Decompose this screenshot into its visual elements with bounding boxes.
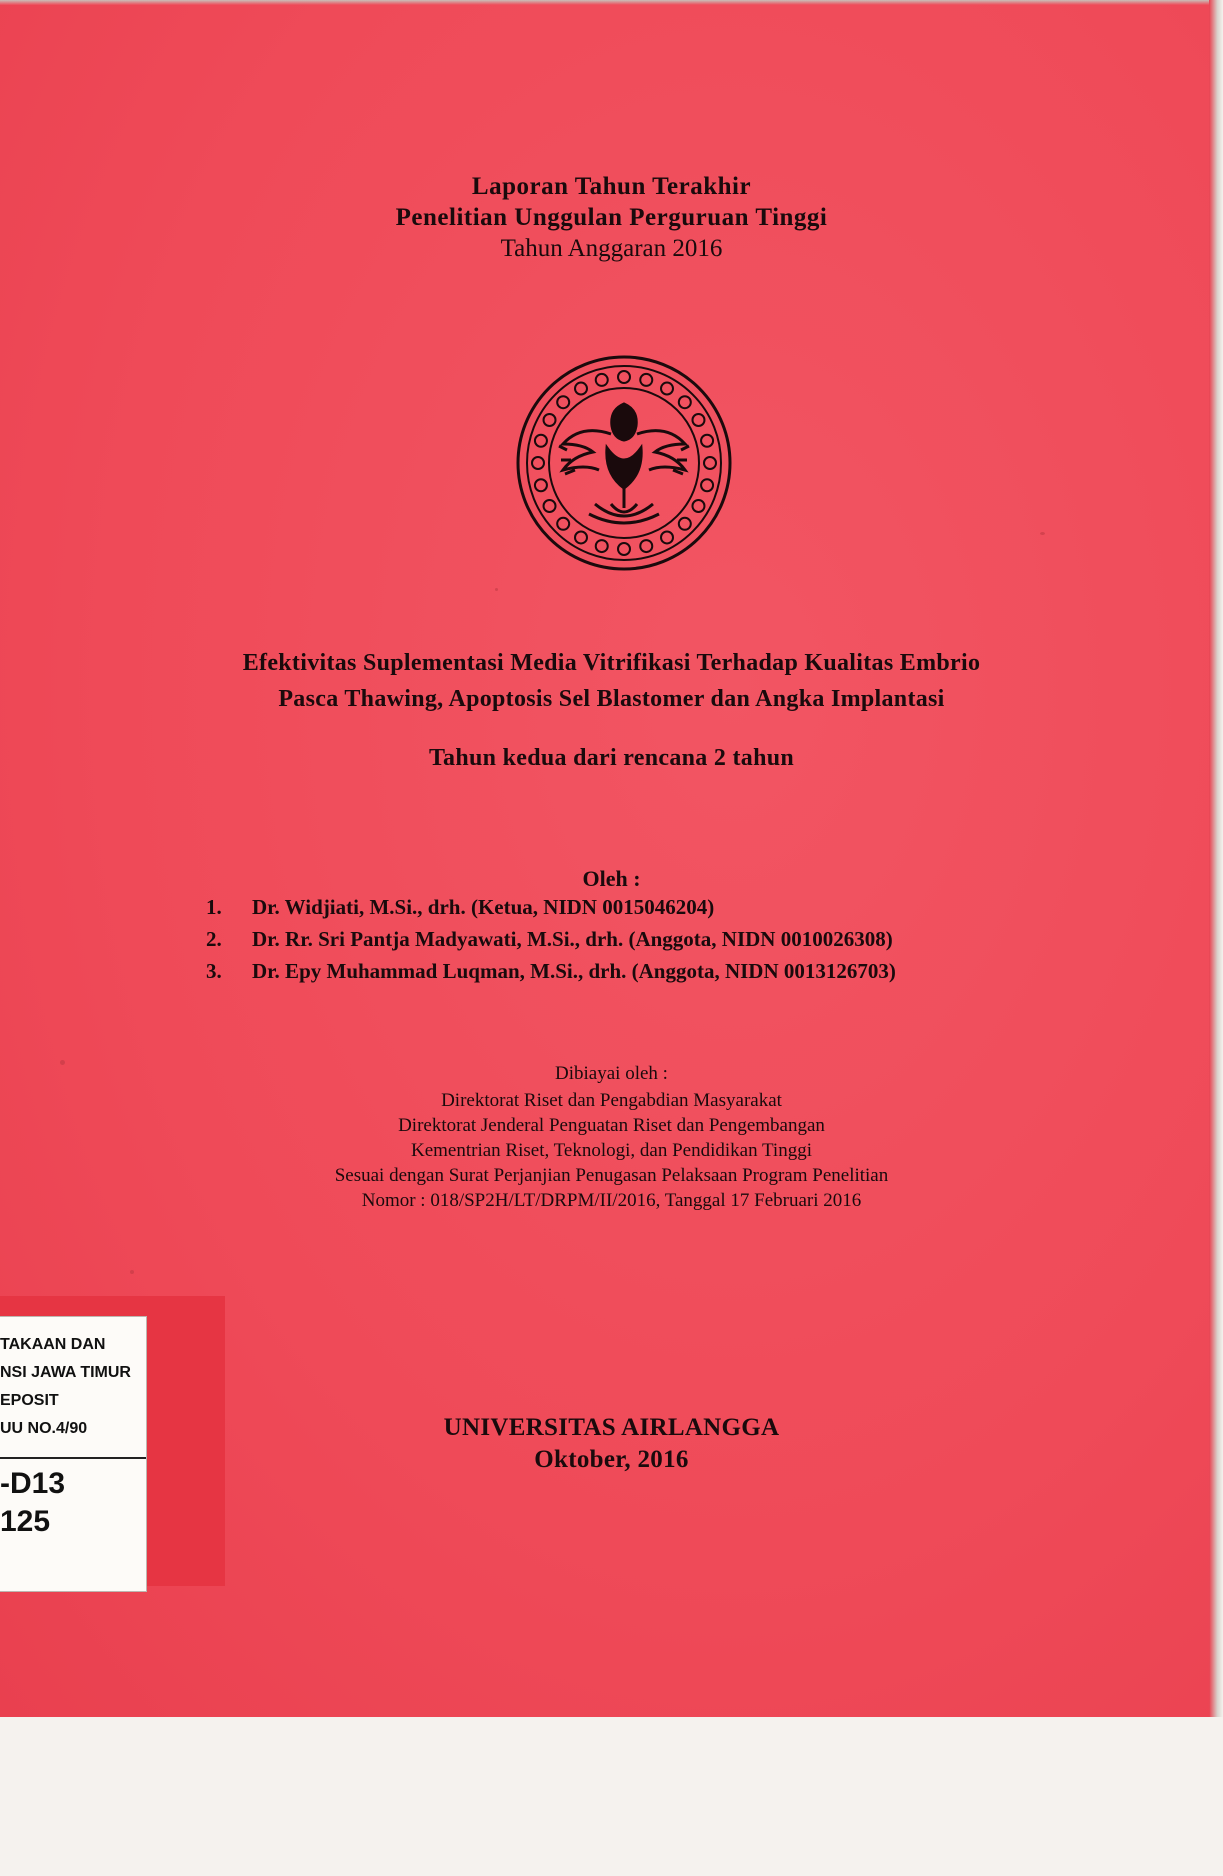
university-name: UNIVERSITAS AIRLANGGA (443, 1414, 780, 1441)
seal-ornament (575, 531, 587, 543)
seal-ornament (661, 383, 673, 395)
seal-ornament (596, 374, 608, 386)
author-item: 1. Dr. Widjiati, M.Si., drh. (Ketua, NIDN 0015046204) (206, 895, 715, 919)
funding-line: Direktorat Riset dan Pengabdian Masyarakat (441, 1090, 782, 1111)
seal-ornament (535, 479, 547, 491)
research-title-line2: Pasca Thawing, Apoptosis Sel Blastomer dan Angka Implantasi (278, 686, 945, 712)
seal-ornament (701, 435, 713, 447)
seal-ornament (640, 374, 652, 386)
research-title-line1: Efektivitas Suplementasi Media Vitrifikasi Terhadap Kualitas Embrio (242, 650, 981, 676)
seal-ornament (679, 518, 691, 530)
seal-ornament (532, 457, 544, 469)
seal-ornament (618, 371, 630, 383)
scan-speck (495, 588, 498, 591)
year-note: Tahun kedua dari rencana 2 tahun (428, 745, 795, 771)
funding-line: Kementrian Riset, Teknologi, dan Pendidikan Tinggi (411, 1140, 812, 1161)
report-type: Laporan Tahun Terakhir (471, 173, 752, 200)
funding-line: Sesuai dengan Surat Perjanjian Penugasan Pelaksaan Program Penelitian (334, 1165, 889, 1186)
seal-ornament (618, 543, 630, 555)
library-sticker (0, 1296, 225, 1876)
seal-ornament (704, 457, 716, 469)
scan-speck (130, 1270, 134, 1274)
publication-date: Oktober, 2016 (534, 1446, 689, 1473)
funding-line: Direktorat Jenderal Penguatan Riset dan Pengembangan (398, 1115, 825, 1136)
seal-ornament (640, 540, 652, 552)
label-text: TAKAAN DAN NSI JAWA TIMUR EPOSIT UU NO.4/90 (0, 1336, 131, 1437)
authors-list (206, 891, 896, 987)
authors-heading: Oleh : (582, 866, 641, 891)
funding-line: Nomor : 018/SP2H/LT/DRPM/II/2016, Tanggal 17 Februari 2016 (361, 1190, 862, 1211)
program-name: Penelitian Unggulan Perguruan Tinggi (395, 204, 828, 231)
scan-edge-top (0, 0, 1223, 5)
seal-ornament (661, 531, 673, 543)
seal-ornament (535, 435, 547, 447)
funding-heading: Dibiayai oleh : (555, 1063, 668, 1084)
seal-ornament (692, 414, 704, 426)
seal-ornament (679, 396, 691, 408)
seal-ornament (544, 414, 556, 426)
seal-ornament (575, 383, 587, 395)
fiscal-year: Tahun Anggaran 2016 (500, 235, 723, 262)
label-divider (0, 1457, 146, 1459)
seal-ornament (557, 518, 569, 530)
seal-ornament (544, 500, 556, 512)
seal-ornament (692, 500, 704, 512)
call-number: -D13 125 (0, 1467, 66, 1538)
seal-ornament (701, 479, 713, 491)
seal-ornament (596, 540, 608, 552)
author-item: 2. Dr. Rr. Sri Pantja Madyawati, M.Si., drh. (Anggota, NIDN 0010026308) (206, 927, 893, 951)
scan-speck (60, 1060, 65, 1065)
university-seal-icon (515, 354, 733, 572)
scan-speck (1040, 532, 1045, 535)
seal-ornament (557, 396, 569, 408)
library-label (0, 1316, 147, 1592)
author-item: 3. Dr. Epy Muhammad Luqman, M.Si., drh. (Anggota, NIDN 0013126703) (206, 959, 896, 983)
